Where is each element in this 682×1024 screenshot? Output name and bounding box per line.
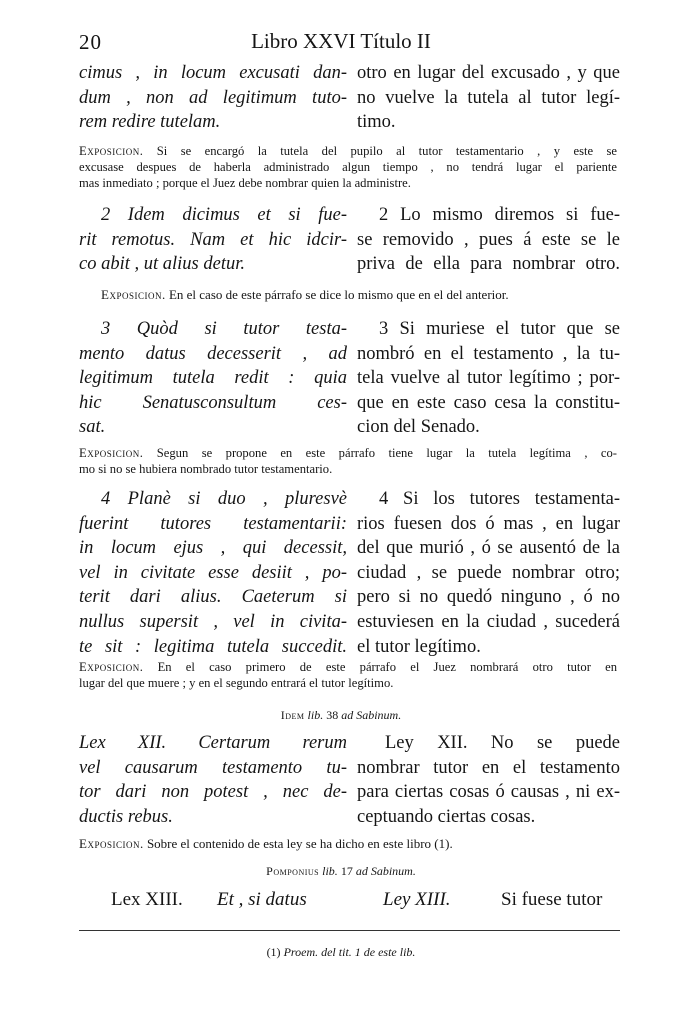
exposicion-label: Exposicion. <box>101 287 166 302</box>
text-line: pero si no quedó ninguno , ó no <box>357 587 620 608</box>
text-line: 3 Quòd si tutor testa- <box>101 319 347 339</box>
text-line: rios fuesen dos ó mas , en lugar <box>357 513 620 534</box>
text-line: el tutor legítimo. <box>357 636 481 657</box>
exposicion-paragraph <box>79 144 617 191</box>
text-line: terit dari alius. Caeterum si <box>79 587 347 608</box>
text-line: fuerint tutores testamentarii: <box>79 513 347 534</box>
exposicion-paragraph <box>79 287 617 303</box>
text-line: En el caso de este párrafo se dice lo mismo que en el del anterior. <box>165 287 509 302</box>
text-line: que en este caso cesa la constitu- <box>357 392 620 413</box>
text-line: nullus supersit , vel in civita- <box>79 611 347 632</box>
footnote-rule <box>79 930 620 931</box>
text-line: mento datus decesserit , ad <box>79 343 347 364</box>
text-line: excusase despues de haberla administrado algun tiempo , no tendrá lugar el pariente <box>79 159 617 174</box>
source-number: 38 <box>326 708 339 722</box>
text-line: lugar del que muere ; y en el segundo entrará el tutor legítimo. <box>79 675 394 690</box>
text-line: legitimum tutela redit : quia <box>79 368 347 389</box>
text-line: priva de ella para nombrar otro. <box>357 254 620 275</box>
text-line: del que murió , ó se ausentó de la <box>357 538 620 559</box>
text-line: vel in civitate esse desiit , po- <box>79 562 347 583</box>
exposicion-label: Exposicion. <box>79 660 144 674</box>
source-work: lib. <box>307 708 324 722</box>
source-author: Idem <box>280 708 305 722</box>
text-line: 4 Si los tutores testamenta- <box>379 489 620 509</box>
source-author: Pomponius <box>266 864 320 878</box>
text-line: rit remotus. Nam et hic idcir- <box>79 229 347 250</box>
text-line: se removido , pues á este se le <box>357 229 620 250</box>
exposicion-label: Exposicion. <box>79 446 144 460</box>
text-line: Si fuese tutor <box>501 889 603 910</box>
page-number: 20 <box>79 30 102 54</box>
exposicion-paragraph <box>79 660 617 692</box>
text-line: ciudad , se puede nombrar otro; <box>357 562 620 583</box>
source-heading <box>0 864 682 879</box>
text-line: 3 Si muriese el tutor que se <box>379 319 620 339</box>
text-line: mo si no se hubiera nombrado tutor testamentario. <box>79 461 333 476</box>
text-line: tor dari non potest , nec de- <box>79 782 347 803</box>
source-heading <box>0 708 682 723</box>
footnote <box>0 945 682 960</box>
exposicion-label: Exposicion. <box>79 144 144 158</box>
text-line: nombrar tutor en el testamento <box>357 757 620 778</box>
text-line: dum , non ad legitimum tuto- <box>79 87 347 108</box>
spanish-column <box>357 487 620 659</box>
spanish-column <box>357 203 620 277</box>
text-line: 4 Planè si duo , pluresvè <box>101 489 347 509</box>
latin-column <box>79 203 347 277</box>
latin-column <box>79 317 347 440</box>
text-line: Et , si datus <box>217 889 307 910</box>
running-title: Libro XXVI Título II <box>251 29 431 53</box>
text-line: mas inmediato ; porque el Juez debe nombrar quien la administre. <box>79 175 411 190</box>
text-line: 2 Lo mismo diremos si fue- <box>379 205 620 225</box>
ley-heading: Ley XIII. <box>383 889 451 910</box>
latin-column <box>79 731 347 829</box>
spanish-column <box>357 731 620 829</box>
text-line: Lex XII. Certarum rerum <box>79 733 347 753</box>
source-number: 17 <box>340 864 353 878</box>
text-line: En el caso primero de este párrafo el Juez nombrará otro tutor en <box>143 660 617 674</box>
text-line: rem redire tutelam. <box>79 112 221 133</box>
text-line: vel causarum testamento tu- <box>79 757 347 778</box>
text-line: otro en lugar del excusado , y que <box>357 63 620 83</box>
text-line: cimus , in locum excusati dan- <box>79 63 347 83</box>
text-line: timo. <box>357 112 396 133</box>
text-line: cion del Senado. <box>357 417 480 438</box>
spanish-column <box>357 61 620 135</box>
source-title: ad Sabinum. <box>341 708 402 722</box>
source-title: ad Sabinum. <box>355 864 416 878</box>
text-line: 2 Idem dicimus et si fue- <box>101 205 347 225</box>
latin-column <box>79 487 347 659</box>
text-line: ductis rebus. <box>79 806 173 827</box>
exposicion-paragraph <box>79 446 617 478</box>
text-line: para ciertas cosas ó causas , ni ex- <box>357 782 620 803</box>
text-line: in locum ejus , qui decessit, <box>79 538 347 559</box>
text-line: ceptuando ciertas cosas. <box>357 806 536 827</box>
latin-column <box>79 61 347 135</box>
text-line: Ley XII. No se puede <box>385 733 620 753</box>
text-line: no vuelve la tutela al tutor legí- <box>357 87 620 108</box>
lex-heading: Lex XIII. <box>111 889 183 910</box>
text-line: hic Senatusconsultum ces- <box>79 392 347 413</box>
exposicion-label: Exposicion. <box>79 836 144 851</box>
text-line: Sobre el contenido de esta ley se ha dicho en este libro (1). <box>143 836 453 851</box>
footnote-text: Proem. del tit. 1 de este lib. <box>283 945 416 959</box>
text-line: estuviesen en la ciudad , sucederá <box>357 611 620 632</box>
text-line: tela vuelve al tutor legítimo ; por- <box>357 368 620 389</box>
text-line: te sit : legitima tutela succedit. <box>79 636 347 657</box>
source-work: lib. <box>322 864 338 878</box>
text-line: nombró en el testamento , la tu- <box>357 343 620 364</box>
exposicion-paragraph <box>79 836 617 852</box>
spanish-column <box>357 317 620 440</box>
text-line: sat. <box>79 417 106 438</box>
text-line: Si se encargó la tutela del pupilo al tutor testamentario , y este se <box>143 144 617 158</box>
text-line: Segun se propone en este párrafo tiene lugar la tutela legítima , co- <box>143 446 617 460</box>
text-line: co abit , ut alius detur. <box>79 254 245 275</box>
footnote-mark: (1) <box>266 945 281 959</box>
